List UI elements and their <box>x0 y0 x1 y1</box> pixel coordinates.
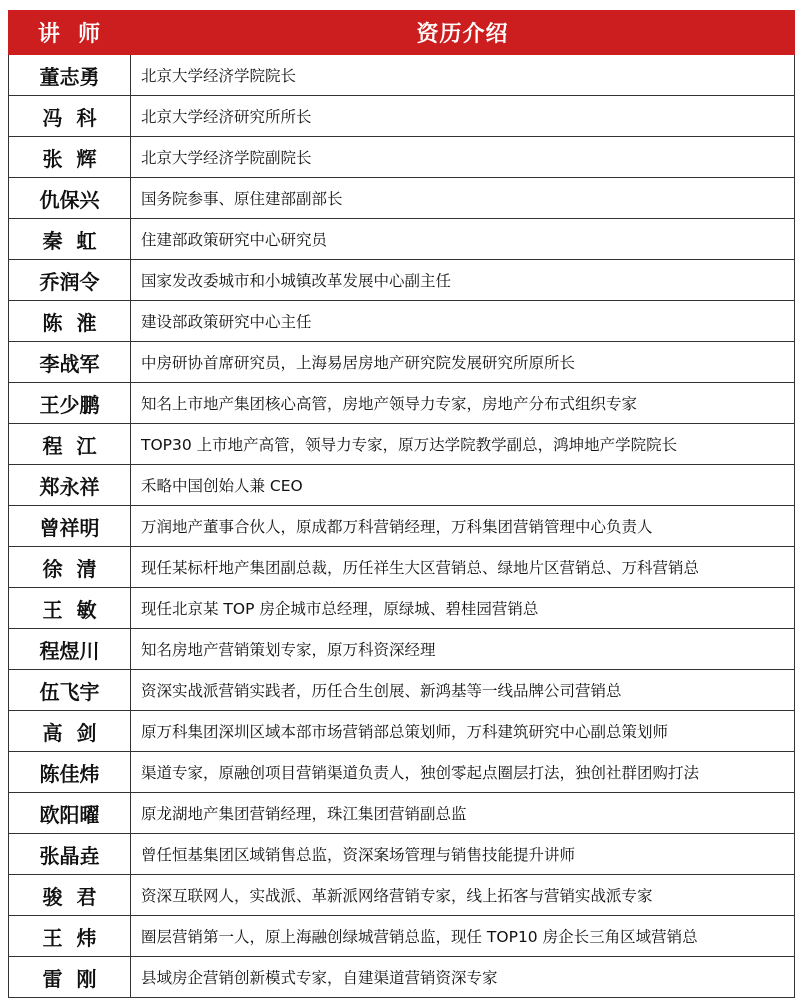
instructor-bio: 资深互联网人，实战派、革新派网络营销专家，线上拓客与营销实战派专家 <box>131 875 795 916</box>
instructor-bio: 北京大学经济学院副院长 <box>131 137 795 178</box>
instructor-name: 高 剑 <box>9 711 131 752</box>
instructor-name: 伍飞宇 <box>9 670 131 711</box>
table-row <box>9 342 795 383</box>
instructor-name: 李战军 <box>9 342 131 383</box>
table-row <box>9 96 795 137</box>
instructor-bio: 住建部政策研究中心研究员 <box>131 219 795 260</box>
table-row <box>9 875 795 916</box>
table-row <box>9 670 795 711</box>
table-row <box>9 260 795 301</box>
instructor-name: 程煜川 <box>9 629 131 670</box>
instructor-bio: TOP30 上市地产高管，领导力专家，原万达学院教学副总，鸿坤地产学院院长 <box>131 424 795 465</box>
instructor-bio: 原龙湖地产集团营销经理，珠江集团营销副总监 <box>131 793 795 834</box>
instructor-name: 陈佳炜 <box>9 752 131 793</box>
instructor-name: 郑永祥 <box>9 465 131 506</box>
instructor-name: 董志勇 <box>9 55 131 96</box>
instructor-name: 欧阳曜 <box>9 793 131 834</box>
instructor-bio: 国务院参事、原住建部副部长 <box>131 178 795 219</box>
instructor-name: 张 辉 <box>9 137 131 178</box>
instructor-bio: 万润地产董事合伙人，原成都万科营销经理，万科集团营销管理中心负责人 <box>131 506 795 547</box>
instructor-name: 骏 君 <box>9 875 131 916</box>
instructor-bio: 曾任恒基集团区域销售总监，资深案场管理与销售技能提升讲师 <box>131 834 795 875</box>
instructor-bio: 现任某标杆地产集团副总裁，历任祥生大区营销总、绿地片区营销总、万科营销总 <box>131 547 795 588</box>
table-row <box>9 506 795 547</box>
header-row <box>9 11 795 55</box>
instructor-name: 乔润令 <box>9 260 131 301</box>
table-row <box>9 178 795 219</box>
table-row <box>9 301 795 342</box>
instructor-name: 徐 清 <box>9 547 131 588</box>
instructor-name: 曾祥明 <box>9 506 131 547</box>
instructor-name: 冯 科 <box>9 96 131 137</box>
instructor-bio: 国家发改委城市和小城镇改革发展中心副主任 <box>131 260 795 301</box>
header-instructor: 讲 师 <box>9 11 131 55</box>
table-row <box>9 219 795 260</box>
instructor-bio: 禾略中国创始人兼 CEO <box>131 465 795 506</box>
instructor-name: 陈 淮 <box>9 301 131 342</box>
table-header <box>9 11 795 55</box>
instructor-bio: 资深实战派营销实践者，历任合生创展、新鸿基等一线品牌公司营销总 <box>131 670 795 711</box>
instructor-bio: 圈层营销第一人，原上海融创绿城营销总监，现任 TOP10 房企长三角区域营销总 <box>131 916 795 957</box>
table-row <box>9 383 795 424</box>
instructor-table-container <box>8 10 794 998</box>
instructor-bio: 北京大学经济学院院长 <box>131 55 795 96</box>
table-row <box>9 793 795 834</box>
table-row <box>9 424 795 465</box>
instructor-name: 王 炜 <box>9 916 131 957</box>
table-row <box>9 629 795 670</box>
table-row <box>9 711 795 752</box>
table-row <box>9 137 795 178</box>
table-row <box>9 588 795 629</box>
table-row <box>9 465 795 506</box>
header-qualifications: 资历介绍 <box>131 11 795 55</box>
table-row <box>9 916 795 957</box>
table-row <box>9 957 795 998</box>
instructor-bio: 知名上市地产集团核心高管，房地产领导力专家，房地产分布式组织专家 <box>131 383 795 424</box>
instructor-bio: 建设部政策研究中心主任 <box>131 301 795 342</box>
instructor-bio: 知名房地产营销策划专家，原万科资深经理 <box>131 629 795 670</box>
instructor-bio: 渠道专家，原融创项目营销渠道负责人，独创零起点圈层打法，独创社群团购打法 <box>131 752 795 793</box>
instructor-bio: 县域房企营销创新模式专家，自建渠道营销资深专家 <box>131 957 795 998</box>
table-row <box>9 752 795 793</box>
table-body <box>9 55 795 998</box>
instructor-name: 王 敏 <box>9 588 131 629</box>
instructor-name: 仇保兴 <box>9 178 131 219</box>
instructor-bio: 现任北京某 TOP 房企城市总经理，原绿城、碧桂园营销总 <box>131 588 795 629</box>
instructor-bio: 原万科集团深圳区域本部市场营销部总策划师，万科建筑研究中心副总策划师 <box>131 711 795 752</box>
instructor-name: 秦 虹 <box>9 219 131 260</box>
instructor-bio: 北京大学经济研究所所长 <box>131 96 795 137</box>
instructor-name: 程 江 <box>9 424 131 465</box>
instructor-name: 张晶垚 <box>9 834 131 875</box>
table-row <box>9 834 795 875</box>
table-row <box>9 547 795 588</box>
instructor-bio: 中房研协首席研究员，上海易居房地产研究院发展研究所原所长 <box>131 342 795 383</box>
instructor-name: 王少鹏 <box>9 383 131 424</box>
table-row <box>9 55 795 96</box>
instructor-table <box>8 10 795 998</box>
instructor-name: 雷 刚 <box>9 957 131 998</box>
